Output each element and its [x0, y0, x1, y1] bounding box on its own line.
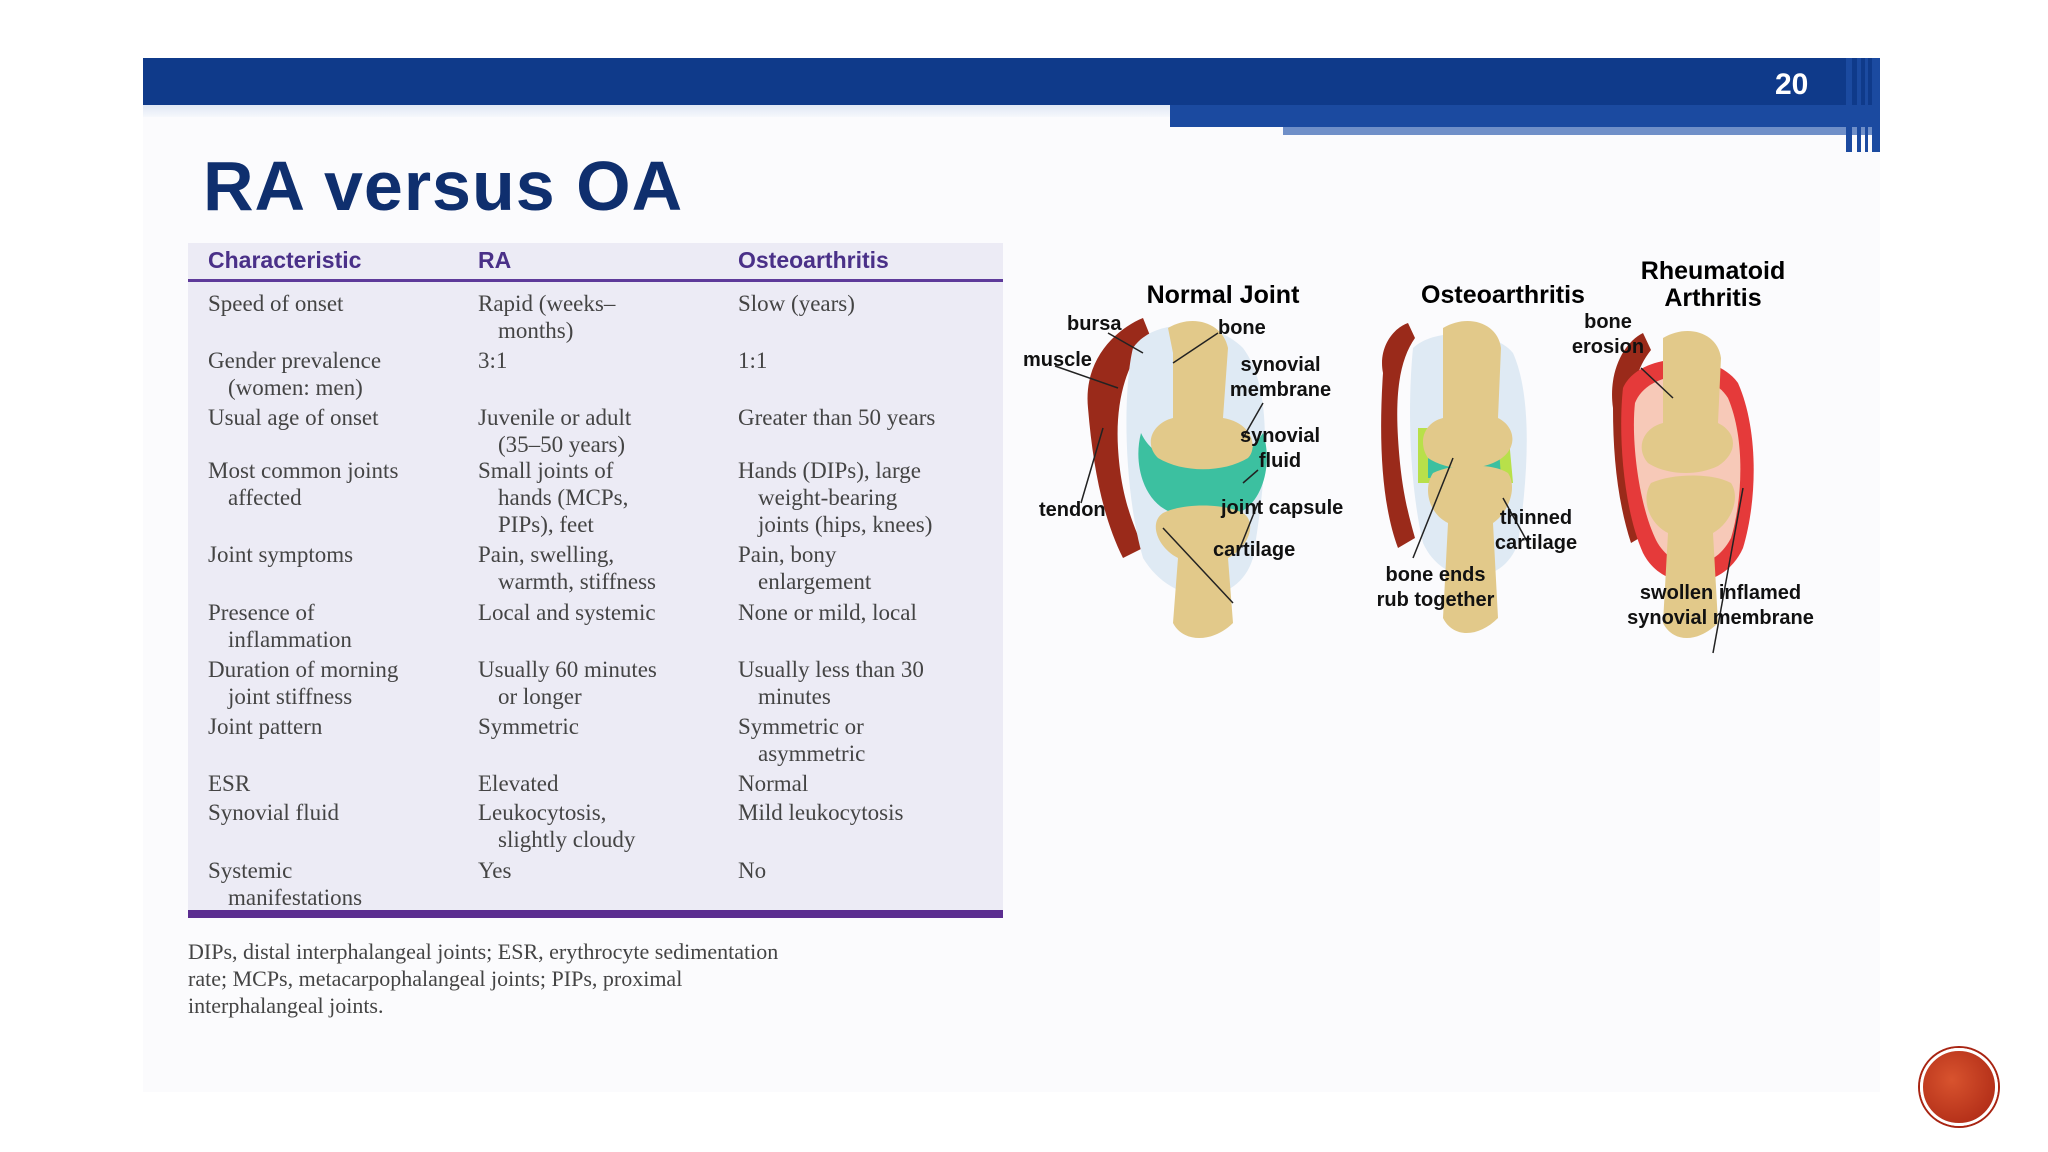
label-muscle: muscle: [1023, 349, 1092, 371]
cell-line: hands (MCPs,: [498, 485, 629, 510]
cell-line: (35–50 years): [498, 432, 626, 457]
label-line: thinned: [1499, 507, 1573, 529]
footnote-line: rate; MCPs, metacarpophalangeal joints; PIPs, proximal: [188, 966, 683, 991]
header-band-stripe: [1846, 58, 1852, 152]
cell-line: Duration of morning: [208, 657, 399, 682]
label-line: swollen inflamed: [1639, 582, 1802, 604]
cell-oa: [738, 404, 998, 431]
cell-line: Gender prevalence: [208, 348, 382, 373]
cell-line: or longer: [498, 684, 582, 709]
cell-ra: [478, 541, 728, 595]
cell-line: Synovial fluid: [208, 800, 339, 825]
cell-line: Joint symptoms: [208, 542, 354, 567]
muscle-shape: [1381, 323, 1415, 548]
cell-line: minutes: [758, 684, 831, 709]
label-swollen-membrane: [1613, 581, 1828, 631]
cell-characteristic: [208, 799, 468, 826]
cell-characteristic: [208, 347, 468, 401]
label-line: fluid: [1258, 450, 1302, 472]
cell-line: PIPs), feet: [498, 512, 594, 537]
cell-line: Elevated: [478, 771, 559, 796]
cell-ra: [478, 713, 728, 740]
label-cartilage: cartilage: [1213, 539, 1296, 561]
table-footnote: [188, 938, 988, 1019]
header-ra: RA: [478, 247, 512, 273]
header-characteristic: Characteristic: [208, 247, 362, 273]
label-tendon: tendon: [1039, 499, 1106, 521]
ra-title: [1613, 258, 1813, 312]
cell-line: months): [498, 318, 574, 343]
label-line: bone: [1584, 311, 1632, 333]
ra-title-line: Rheumatoid: [1640, 257, 1786, 285]
slide: [143, 58, 1880, 1092]
label-joint-capsule: joint capsule: [1221, 497, 1344, 519]
cell-oa: [738, 770, 998, 797]
cell-line: asymmetric: [758, 741, 866, 766]
cell-line: 1:1: [738, 348, 768, 373]
joint-diagram: [1023, 258, 1853, 778]
label-bone: bone: [1218, 317, 1266, 339]
label-line: synovial membrane: [1627, 607, 1814, 629]
cell-line: ESR: [208, 771, 251, 796]
cell-line: Joint pattern: [208, 714, 323, 739]
cell-oa: [738, 799, 998, 826]
ra-title-line: Arthritis: [1664, 284, 1762, 312]
label-bursa: bursa: [1067, 313, 1122, 335]
header-band: [143, 58, 1880, 105]
cell-line: warmth, stiffness: [498, 569, 657, 594]
cell-line: Systemic: [208, 858, 293, 883]
cell-ra: [478, 799, 728, 853]
cell-line: manifestations: [228, 885, 363, 910]
header-band-stripe: [1872, 58, 1880, 152]
footnote-line: interphalangeal joints.: [188, 993, 384, 1018]
cell-oa: [738, 457, 998, 538]
cell-line: Usually 60 minutes: [478, 657, 657, 682]
cell-oa: [738, 347, 998, 374]
label-thinned-cartilage: [1486, 506, 1586, 556]
header-band-stripe: [1857, 58, 1861, 152]
cell-line: Yes: [478, 858, 512, 883]
table-bottom-rule: [188, 910, 1003, 918]
cell-line: Pain, bony: [738, 542, 837, 567]
header-band-step-light: [1283, 127, 1880, 135]
cell-characteristic: [208, 457, 468, 511]
navigation-button[interactable]: [1920, 1048, 1998, 1126]
cell-line: Local and systemic: [478, 600, 656, 625]
cell-characteristic: [208, 713, 468, 740]
cell-characteristic: [208, 656, 468, 710]
cell-ra: [478, 656, 728, 710]
label-bone-erosion: [1568, 310, 1648, 360]
cell-line: Symmetric or: [738, 714, 864, 739]
cell-line: affected: [228, 485, 302, 510]
cell-line: joint stiffness: [228, 684, 353, 709]
cell-characteristic: [208, 770, 468, 797]
cell-line: Usual age of onset: [208, 405, 379, 430]
header-band-step: [1170, 105, 1880, 127]
cell-oa: [738, 857, 998, 884]
cell-line: Normal: [738, 771, 809, 796]
cell-line: joints (hips, knees): [758, 512, 933, 537]
cell-line: enlargement: [758, 569, 872, 594]
cell-oa: [738, 599, 998, 626]
cell-line: Symmetric: [478, 714, 579, 739]
cell-line: None or mild, local: [738, 600, 917, 625]
cell-line: Pain, swelling,: [478, 542, 615, 567]
cell-line: Leukocytosis,: [478, 800, 607, 825]
cell-line: Speed of onset: [208, 291, 344, 316]
cell-line: Hands (DIPs), large: [738, 458, 921, 483]
header-oa: Osteoarthritis: [738, 247, 889, 273]
cell-line: Slow (years): [738, 291, 855, 316]
comparison-table: [188, 243, 1003, 918]
cell-oa: [738, 713, 998, 767]
cell-oa: [738, 290, 998, 317]
label-line: rub together: [1376, 589, 1495, 611]
page-number: 20: [1775, 68, 1809, 101]
table-header: [188, 243, 1003, 282]
joint-illustration: [1023, 258, 1853, 778]
cell-characteristic: [208, 290, 468, 317]
cell-characteristic: [208, 541, 468, 568]
cell-line: Mild leukocytosis: [738, 800, 904, 825]
cell-ra: [478, 857, 728, 884]
label-synovial-fluid: [1235, 424, 1325, 474]
label-line: membrane: [1229, 379, 1332, 401]
cell-line: (women: men): [228, 375, 363, 400]
cell-line: Most common joints: [208, 458, 399, 483]
cell-ra: [478, 770, 728, 797]
cell-line: Small joints of: [478, 458, 614, 483]
cell-characteristic: [208, 857, 468, 911]
footnote-line: DIPs, distal interphalangeal joints; ESR, erythrocyte sedimentation: [188, 939, 779, 964]
cell-line: weight-bearing: [758, 485, 898, 510]
header-band-stripe: [1865, 58, 1868, 152]
label-line: erosion: [1571, 336, 1645, 358]
cell-line: slightly cloudy: [498, 827, 636, 852]
header-band-highlight: [143, 105, 1170, 117]
cell-oa: [738, 541, 998, 595]
cell-line: Usually less than 30: [738, 657, 924, 682]
label-line: synovial: [1240, 354, 1321, 376]
cell-ra: [478, 404, 728, 458]
label-line: bone ends: [1385, 564, 1486, 586]
cell-line: Presence of: [208, 600, 315, 625]
cell-line: Juvenile or adult: [478, 405, 632, 430]
label-line: cartilage: [1494, 532, 1578, 554]
cell-line: No: [738, 858, 767, 883]
cell-line: Greater than 50 years: [738, 405, 936, 430]
cell-ra: [478, 290, 728, 344]
slide-title: RA versus OA: [203, 147, 684, 225]
cell-line: Rapid (weeks–: [478, 291, 616, 316]
cell-ra: [478, 347, 728, 374]
cell-oa: [738, 656, 998, 710]
cell-characteristic: [208, 404, 468, 431]
label-bone-ends: [1363, 563, 1508, 613]
cell-ra: [478, 599, 728, 626]
label-line: synovial: [1239, 425, 1321, 447]
cell-ra: [478, 457, 728, 538]
normal-joint-title: Normal Joint: [1146, 281, 1300, 309]
cell-characteristic: [208, 599, 468, 653]
cell-line: inflammation: [228, 627, 352, 652]
label-synovial-membrane: [1223, 353, 1338, 403]
cell-line: 3:1: [478, 348, 508, 373]
oa-title: Osteoarthritis: [1421, 281, 1585, 309]
